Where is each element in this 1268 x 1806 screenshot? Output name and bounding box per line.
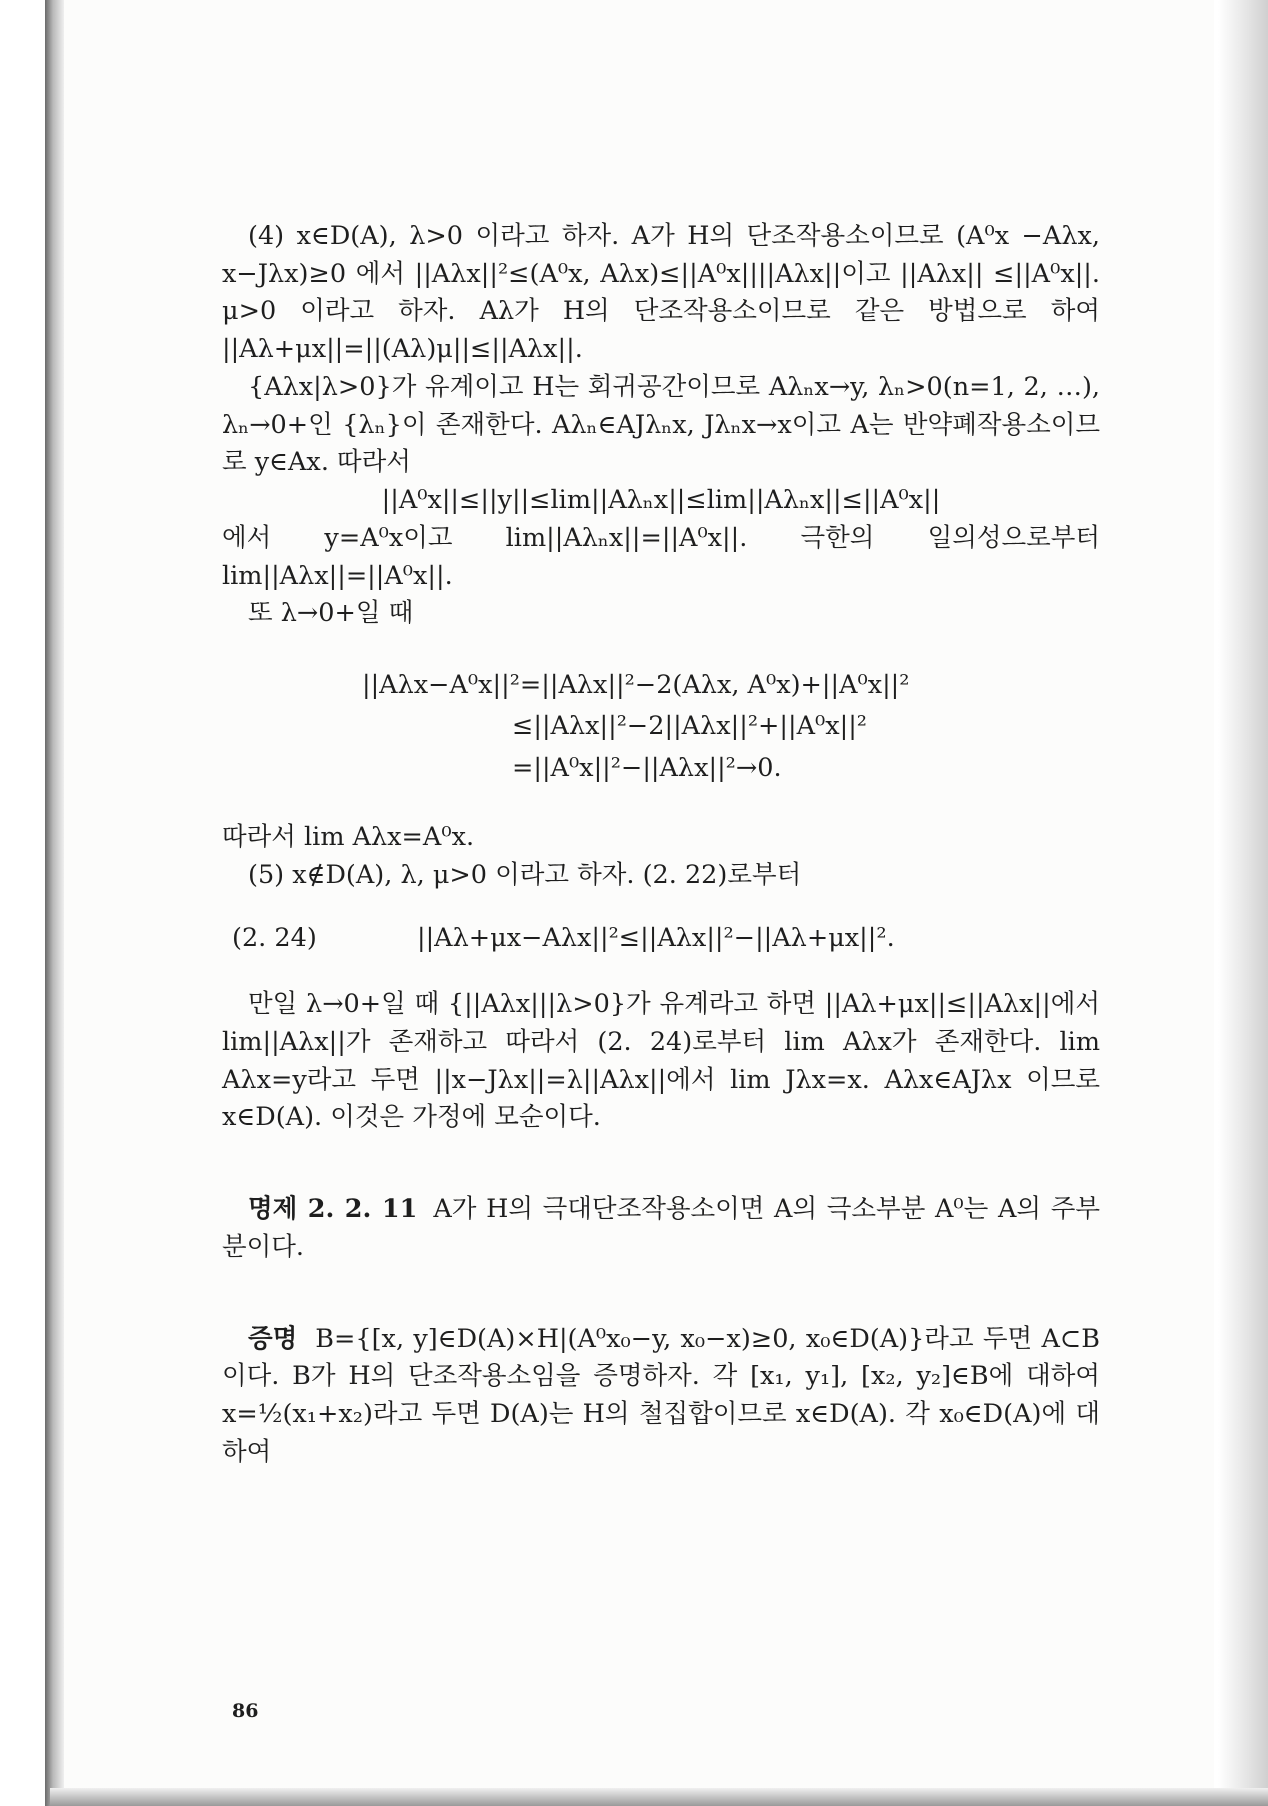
equation-2-24-body: ||Aλ+μx−Aλx||²≤||Aλx||²−||Aλ+μx||². xyxy=(417,923,895,954)
paragraph-case-4: (4) x∈D(A), λ>0 이라고 하자. A가 H의 단조작용소이므로 (A⁰x −Aλx, x−Jλx)≥0 에서 ||Aλx||²≤(A⁰x, Aλx)≤||A⁰x||||Aλx||이고 ||Aλx|| ≤||A⁰x||. μ>0 이라고 하자. Aλ가 H의 단조작용소이므로 같은 방법으로 하여 ||Aλ+μx||=||(Aλ)μ||≤||Aλx||. xyxy=(222,221,1100,365)
proof-body: B={[x, y]∈D(A)×H|(A⁰x₀−y, x₀−x)≥0, x₀∈D(A)}라고 두면 A⊂B이다. B가 H의 단조작용소임을 증명하자. 각 [x₁, y₁], [x₂, y₂]∈B에 대하여 x=½(x₁+x₂)라고 두면 D(A)는 H의 철집합이므로 x∈D(A). 각 x₀∈D(A)에 대하여 xyxy=(222,1323,1100,1467)
paragraph-also: 또 λ→0+일 때 xyxy=(248,598,414,629)
proof xyxy=(222,1321,1100,1472)
equation-limsup: ||A⁰x||≤||y||≤lim||Aλₙx||≤lim||Aλₙx||≤||A⁰x|| xyxy=(381,485,941,516)
spacer xyxy=(222,1137,1100,1191)
equation-line-3: =||A⁰x||²−||Aλx||²→0. xyxy=(512,752,782,783)
proposition-body: A가 H의 극대단조작용소이면 A의 극소부분 A⁰는 A의 주부분이다. xyxy=(222,1194,1100,1262)
proposition-title: 명제 2. 2. 11 xyxy=(248,1194,418,1225)
page-bottom-edge xyxy=(50,1788,1268,1806)
equation-line-2: ≤||Aλx||²−2||Aλx||²+||A⁰x||² xyxy=(512,711,868,742)
paragraph-therefore: 따라서 lim Aλx=A⁰x. xyxy=(222,821,475,852)
page-content xyxy=(222,218,1100,1472)
paragraph-contradiction: 만일 λ→0+일 때 {||Aλx|||λ>0}가 유계라고 하면 ||Aλ+μx||≤||Aλx||에서 lim||Aλx||가 존재하고 따라서 (2. 24)로부터 lim Aλx가 존재한다. lim Aλx=y라고 두면 ||x−Jλx||=λ||Aλx||에서 lim Jλx=x. Aλx∈AJλx 이므로 x∈D(A). 이것은 가정에 모순이다. xyxy=(222,989,1100,1133)
proposition xyxy=(222,1191,1100,1266)
equation-line-1: ||Aλx−A⁰x||²=||Aλx||²−2(Aλx, A⁰x)+||A⁰x||² xyxy=(362,670,910,701)
proof-title: 증명 xyxy=(248,1323,298,1354)
paragraph-uniqueness: 에서 y=A⁰x이고 lim||Aλₙx||=||A⁰x||. 극한의 일의성으로부터 lim||Aλx||=||A⁰x||. xyxy=(222,522,1100,591)
equation-block xyxy=(362,665,1100,789)
equation-number: (2. 24) xyxy=(232,923,317,954)
page-number: 86 xyxy=(232,1700,259,1722)
page-spine-shadow xyxy=(45,0,65,1806)
equation-2-24 xyxy=(232,920,1100,958)
spacer xyxy=(222,1267,1100,1321)
page-right-shadow xyxy=(1218,0,1268,1806)
paragraph-case-5: (5) x∉D(A), λ, μ>0 이라고 하자. (2. 22)로부터 xyxy=(248,859,802,890)
paragraph-bounded: {Aλx|λ>0}가 유계이고 H는 회귀공간이므로 Aλₙx→y, λₙ>0(n=1, 2, …), λₙ→0+인 {λₙ}이 존재한다. Aλₙ∈AJλₙx, Jλₙx→x이고 A는 반약폐작용소이므로 y∈Ax. 따라서 xyxy=(222,371,1100,478)
